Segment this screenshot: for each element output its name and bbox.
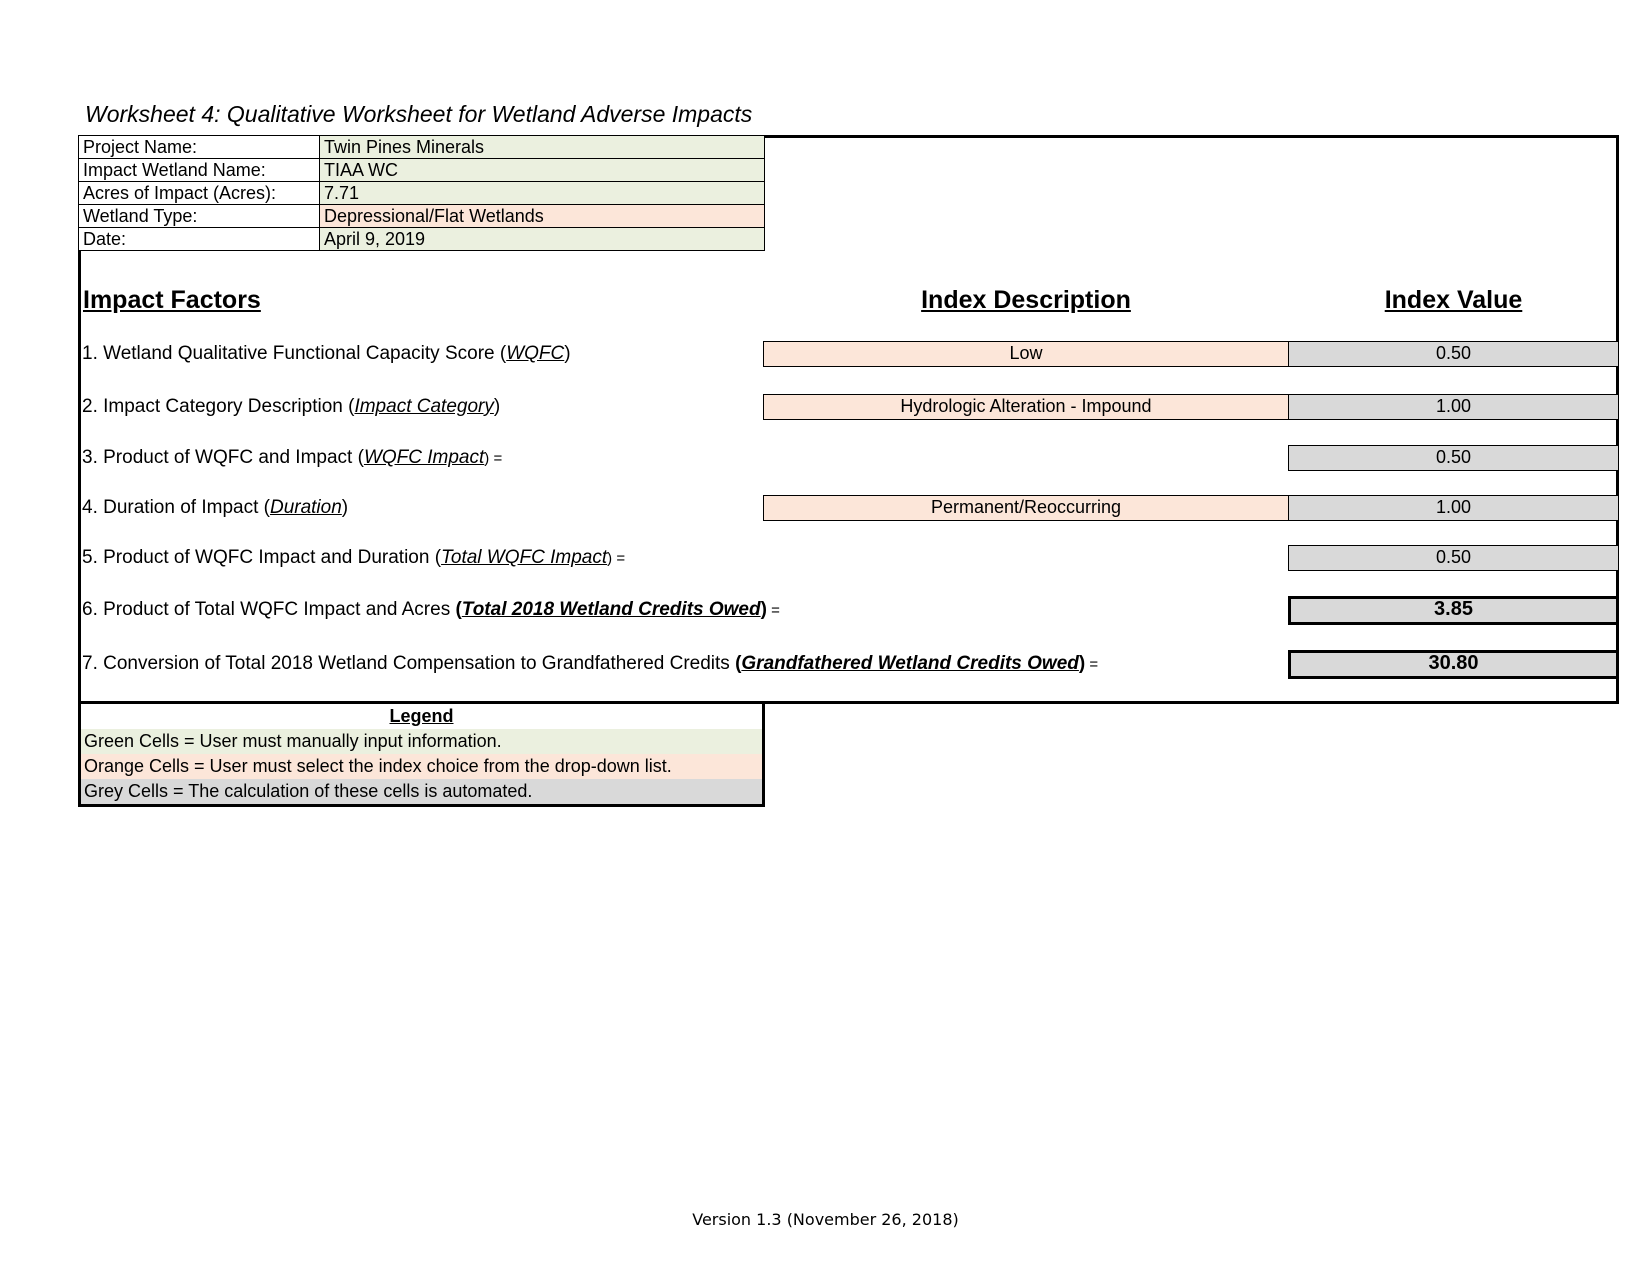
legend-box [78,704,765,807]
worksheet-title: Worksheet 4: Qualitative Worksheet for Wetland Adverse Impacts [85,101,753,127]
factor-7-label [82,651,1098,678]
index-description-header: Index Description [921,286,1131,314]
factor-4-term: Duration [269,497,342,518]
wetland-name-label: Impact Wetland Name: [79,159,320,182]
factor-6-suffix: = [766,602,780,619]
factor-7-open-paren: ( [735,653,742,674]
wetland-type-label: Wetland Type: [79,205,320,228]
factor-4-suffix: ) [341,497,349,518]
acres-field[interactable]: 7.71 [320,182,765,205]
impact-category-value: 1.00 [1288,394,1619,420]
legend-grey-row: Grey Cells = The calculation of these cells is automated. [81,779,762,804]
wetland-name-field[interactable]: TIAA WC [320,159,765,182]
factor-6-label [82,597,780,624]
factor-7-suffix: = [1085,656,1099,673]
date-label: Date: [79,228,320,251]
total-2018-credits-value: 3.85 [1288,596,1619,625]
factor-2-term: Impact Category [354,396,494,417]
factor-1-text: 1. Wetland Qualitative Functional Capacity Score ( [82,343,507,364]
project-info-table [78,135,765,251]
legend-title: Legend [389,706,454,726]
factor-2-label [82,394,500,420]
factor-2-text: 2. Impact Category Description ( [82,396,355,417]
factor-5-text: 5. Product of WQFC Impact and Duration ( [82,547,442,568]
factor-5-term: Total WQFC Impact [441,547,608,568]
date-field[interactable]: April 9, 2019 [320,228,765,251]
factor-1-suffix: ) [564,343,571,364]
factor-6-open-paren: ( [455,599,462,620]
factor-6-close-paren: ) [760,599,767,620]
impact-factors-header: Impact Factors [83,286,261,314]
acres-label: Acres of Impact (Acres): [79,182,320,205]
info-row-wetland-type [79,205,765,228]
impact-category-select[interactable]: Hydrologic Alteration - Impound [763,394,1289,420]
legend-green-row: Green Cells = User must manually input information. [81,729,762,754]
factor-3-label [82,445,502,472]
factor-7-term: Grandfathered Wetland Credits Owed [741,653,1079,674]
factor-1-label [82,341,571,367]
total-wqfc-impact-value: 0.50 [1288,545,1619,571]
factor-2-suffix: ) [493,396,501,417]
duration-value: 1.00 [1288,495,1619,521]
factor-6-term: Total 2018 Wetland Credits Owed [461,599,761,620]
wqfc-impact-value: 0.50 [1288,445,1619,471]
wqfc-value: 0.50 [1288,341,1619,367]
info-row-acres [79,182,765,205]
factor-6-text: 6. Product of Total WQFC Impact and Acres [82,599,456,620]
factor-4-label [82,495,348,521]
factor-7-close-paren: ) [1078,653,1086,674]
factor-3-suffix: ) = [484,450,503,467]
wetland-type-select[interactable]: Depressional/Flat Wetlands [320,205,765,228]
factor-1-term: WQFC [506,343,565,364]
info-row-wetland-name [79,159,765,182]
index-value-header: Index Value [1384,286,1523,314]
factor-4-text: 4. Duration of Impact ( [82,497,270,518]
project-name-label: Project Name: [79,136,320,159]
info-row-date [79,228,765,251]
info-row-project-name [79,136,765,159]
factor-3-term: WQFC Impact [363,447,485,468]
version-footer: Version 1.3 (November 26, 2018) [692,1210,959,1229]
wqfc-description-select[interactable]: Low [763,341,1289,367]
legend-orange-row: Orange Cells = User must select the index choice from the drop-down list. [81,754,762,779]
factor-5-suffix: ) = [607,550,626,567]
factor-7-text: 7. Conversion of Total 2018 Wetland Compensation to Grandfathered Credits [82,653,736,674]
project-name-field[interactable]: Twin Pines Minerals [320,136,765,159]
factor-5-label [82,545,625,572]
factor-3-text: 3. Product of WQFC and Impact ( [82,447,364,468]
grandfathered-credits-value: 30.80 [1288,650,1619,679]
duration-select[interactable]: Permanent/Reoccurring [763,495,1289,521]
